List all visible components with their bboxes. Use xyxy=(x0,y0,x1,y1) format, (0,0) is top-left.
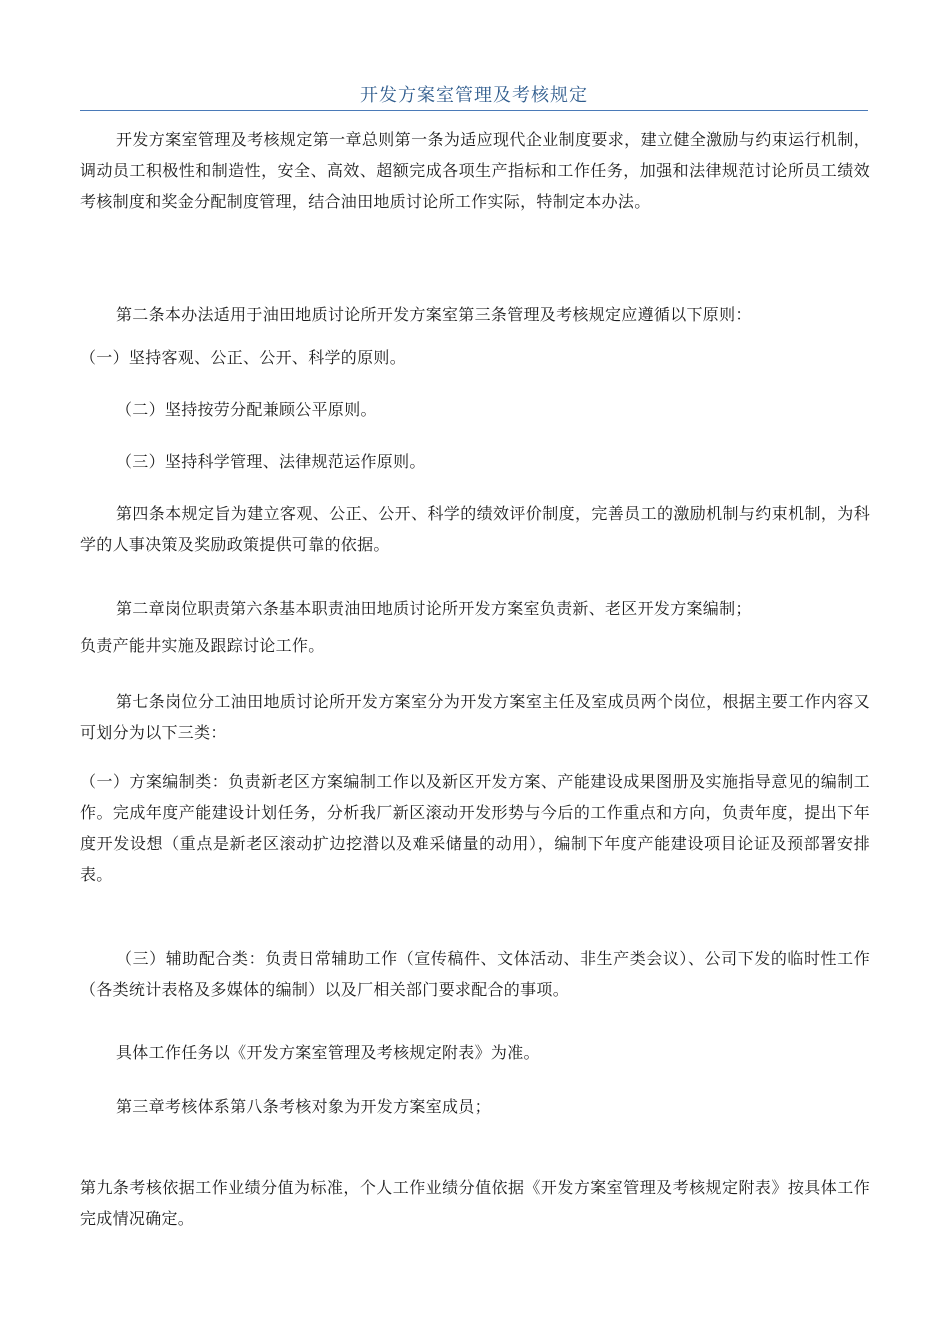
paragraph-principle-three: （三）坚持科学管理、法律规范运作原则。 xyxy=(116,452,426,471)
paragraph-principle-two: （二）坚持按劳分配兼顾公平原则。 xyxy=(116,400,377,419)
paragraph-plan-compilation: （一）方案编制类：负责新老区方案编制工作以及新区开发方案、产能建设成果图册及实施指导意见的编制工作。完成年度产能建设计划任务，分析我厂新区滚动开发形势与今后的工作重点和方向，负责年度，提出下年度开发设想（重点是新老区滚动扩边挖潜以及难采储量的动用），编制下年度产能建设项目论证及预部署安排表。 xyxy=(80,772,870,884)
paragraph-auxiliary: （三）辅助配合类：负责日常辅助工作（宣传稿件、文体活动、非生产类会议）、公司下发的临时性工作（各类统计表格及多媒体的编制）以及厂相关部门要求配合的事项。 xyxy=(80,949,870,999)
paragraph-work-tasks: 具体工作任务以《开发方案室管理及考核规定附表》为准。 xyxy=(116,1043,540,1062)
paragraph-capacity-wells: 负责产能井实施及跟踪讨论工作。 xyxy=(80,636,325,655)
paragraph-principle-one: （一）坚持客观、公正、公开、科学的原则。 xyxy=(80,348,407,367)
paragraph-article-two: 第二条本办法适用于油田地质讨论所开发方案室第三条管理及考核规定应遵循以下原则： xyxy=(116,305,752,324)
document-title: 开发方案室管理及考核规定 xyxy=(360,85,588,106)
title-underline xyxy=(80,110,868,111)
paragraph-article-seven: 第七条岗位分工油田地质讨论所开发方案室分为开发方案室主任及室成员两个岗位，根据主要工作内容又可划分为以下三类： xyxy=(80,692,870,742)
paragraph-general-provisions: 开发方案室管理及考核规定第一章总则第一条为适应现代企业制度要求，建立健全激励与约束运行机制，调动员工积极性和制造性，安全、高效、超额完成各项生产指标和工作任务，加强和法律规范讨论所员工绩效考核制度和奖金分配制度管理，结合油田地质讨论所工作实际，特制定本办法。 xyxy=(80,130,870,211)
paragraph-article-nine: 第九条考核依据工作业绩分值为标准，个人工作业绩分值依据《开发方案室管理及考核规定附表》按具体工作完成情况确定。 xyxy=(80,1178,870,1228)
paragraph-chapter-two: 第二章岗位职责第六条基本职责油田地质讨论所开发方案室负责新、老区开发方案编制； xyxy=(116,599,752,618)
paragraph-chapter-three: 第三章考核体系第八条考核对象为开发方案室成员； xyxy=(116,1097,491,1116)
paragraph-article-four: 第四条本规定旨为建立客观、公正、公开、科学的绩效评价制度，完善员工的激励机制与约束机制，为科学的人事决策及奖励政策提供可靠的依据。 xyxy=(80,504,870,554)
